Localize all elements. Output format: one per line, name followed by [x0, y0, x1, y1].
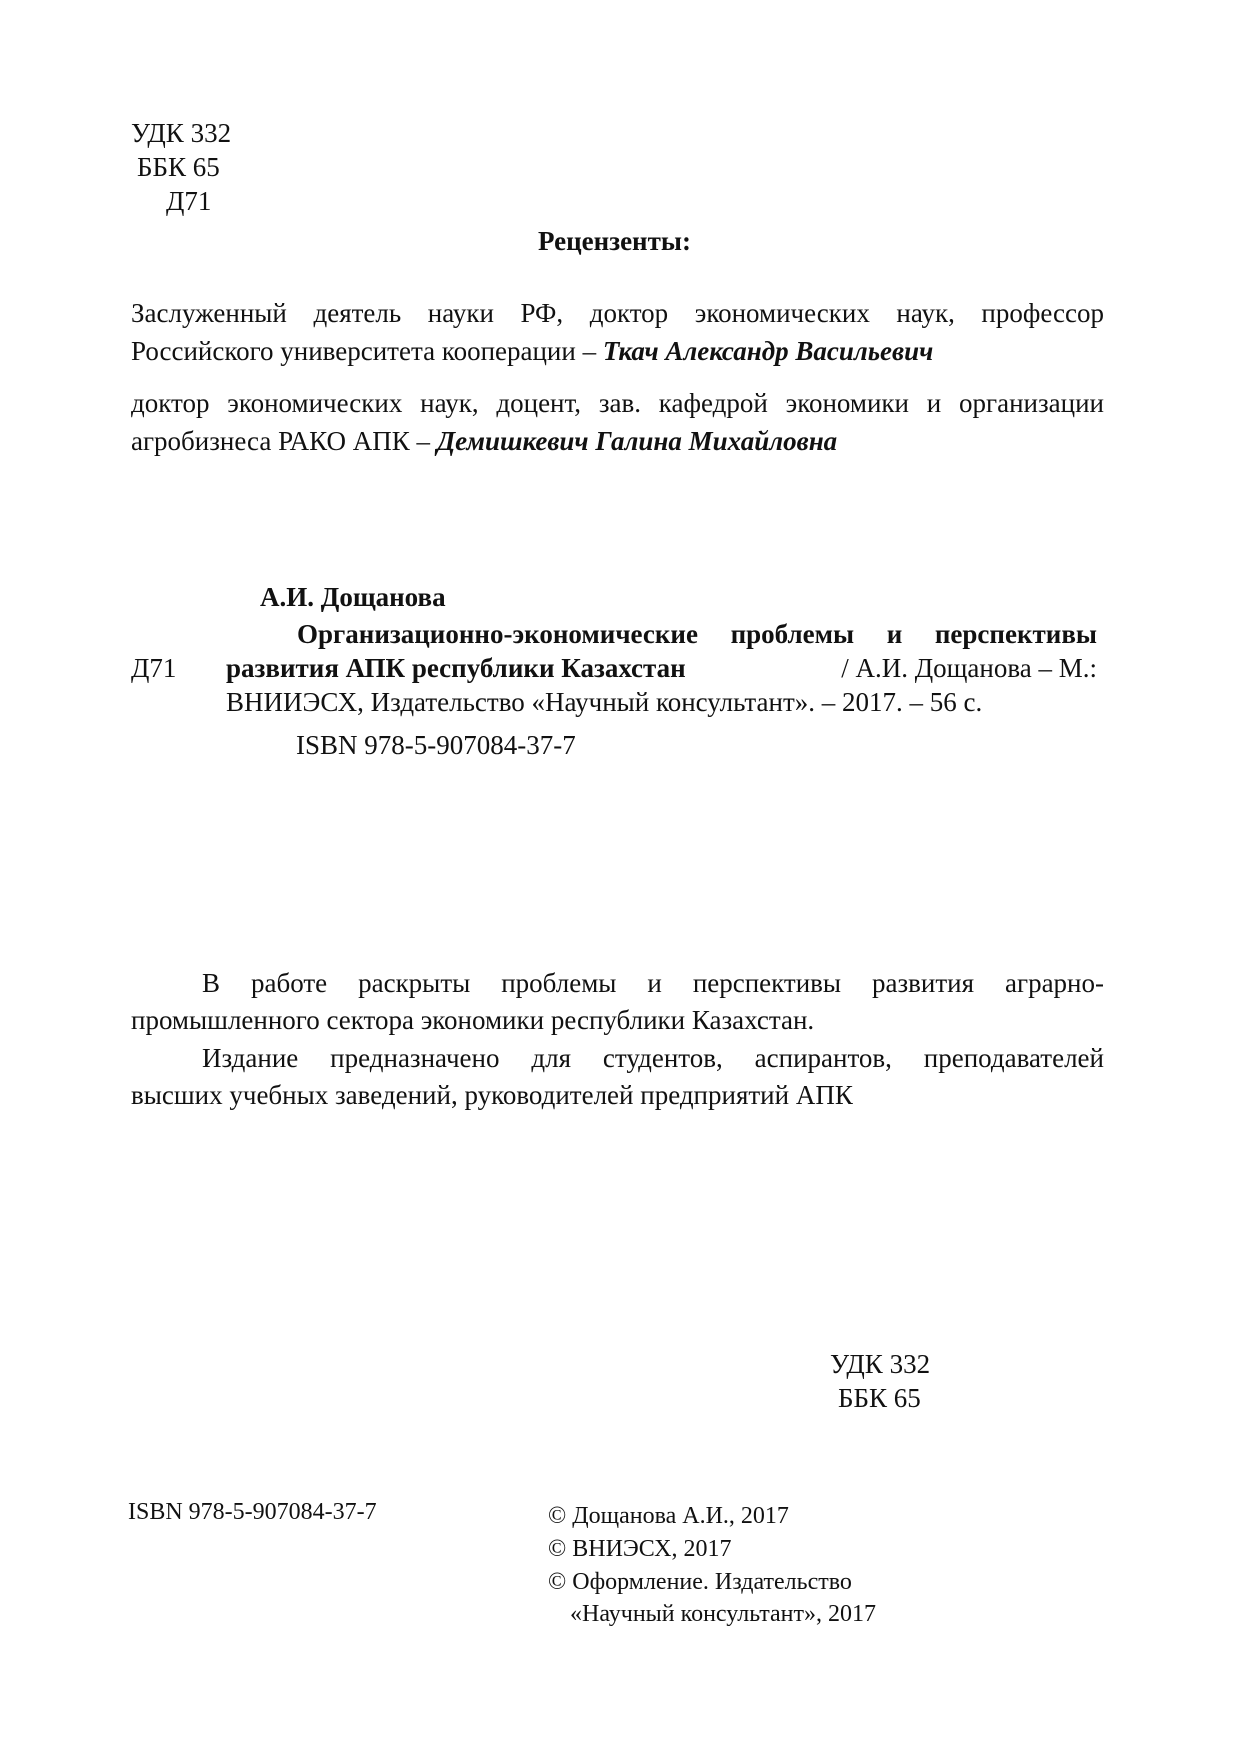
bib-publisher-line: ВНИИЭСХ, Издательство «Научный консультант». – 2017. – 56 с. — [226, 687, 983, 717]
reviewer-1-line2 — [131, 332, 933, 370]
footer-isbn: ISBN 978-5-907084-37-7 — [128, 1499, 377, 1525]
udk-code-top: УДК 332 — [131, 118, 232, 148]
copyright-vniesh: © ВНИЭСХ, 2017 — [548, 1536, 732, 1562]
reviewer-1-name: Ткач Александр Васильевич — [602, 336, 934, 366]
copyright-author: © Дощанова А.И., 2017 — [548, 1503, 789, 1529]
bbk-code-top: ББК 65 — [137, 152, 220, 182]
bbk-code-bottom: ББК 65 — [838, 1383, 921, 1413]
bib-title-line2 — [226, 649, 1097, 687]
bib-title-continued: развития АПК республики Казахстан — [226, 653, 686, 683]
annotation-p2-line2: высших учебных заведений, руководителей предприятий АПК — [131, 1080, 853, 1110]
bib-isbn: ISBN 978-5-907084-37-7 — [296, 730, 576, 760]
annotation-p1-line1: В работе раскрыты проблемы и перспективы развития аграрно- — [202, 968, 1104, 998]
annotation-p1-line2: промышленного сектора экономики республики Казахстан. — [131, 1005, 815, 1035]
bib-title-line1: Организационно-экономические проблемы и перспективы — [297, 619, 1097, 649]
bib-sign: Д71 — [131, 653, 177, 683]
reviewer-1-position: Российского университета кооперации – — [131, 336, 603, 366]
annotation-p2-line1: Издание предназначено для студентов, аспирантов, преподавателей — [202, 1043, 1104, 1073]
reviewer-2-name: Демишкевич Галина Михайловна — [436, 426, 838, 456]
reviewer-1-line1: Заслуженный деятель науки РФ, доктор экономических наук, профессор — [131, 298, 1104, 328]
reviewer-2-position: агробизнеса РАКО АПК – — [131, 426, 437, 456]
udk-code-bottom: УДК 332 — [830, 1349, 931, 1379]
bib-author: А.И. Дощанова — [260, 582, 446, 612]
reviewer-2-line2 — [131, 422, 837, 460]
author-sign-top: Д71 — [166, 186, 212, 216]
bib-publisher-start: / А.И. Дощанова – М.: — [841, 653, 1097, 683]
copyright-design-line2: «Научный консультант», 2017 — [570, 1601, 876, 1627]
reviewers-heading: Рецензенты: — [538, 226, 691, 256]
reviewer-2-line1: доктор экономических наук, доцент, зав. кафедрой экономики и организации — [131, 388, 1104, 418]
copyright-design-line1: © Оформление. Издательство — [548, 1569, 852, 1595]
